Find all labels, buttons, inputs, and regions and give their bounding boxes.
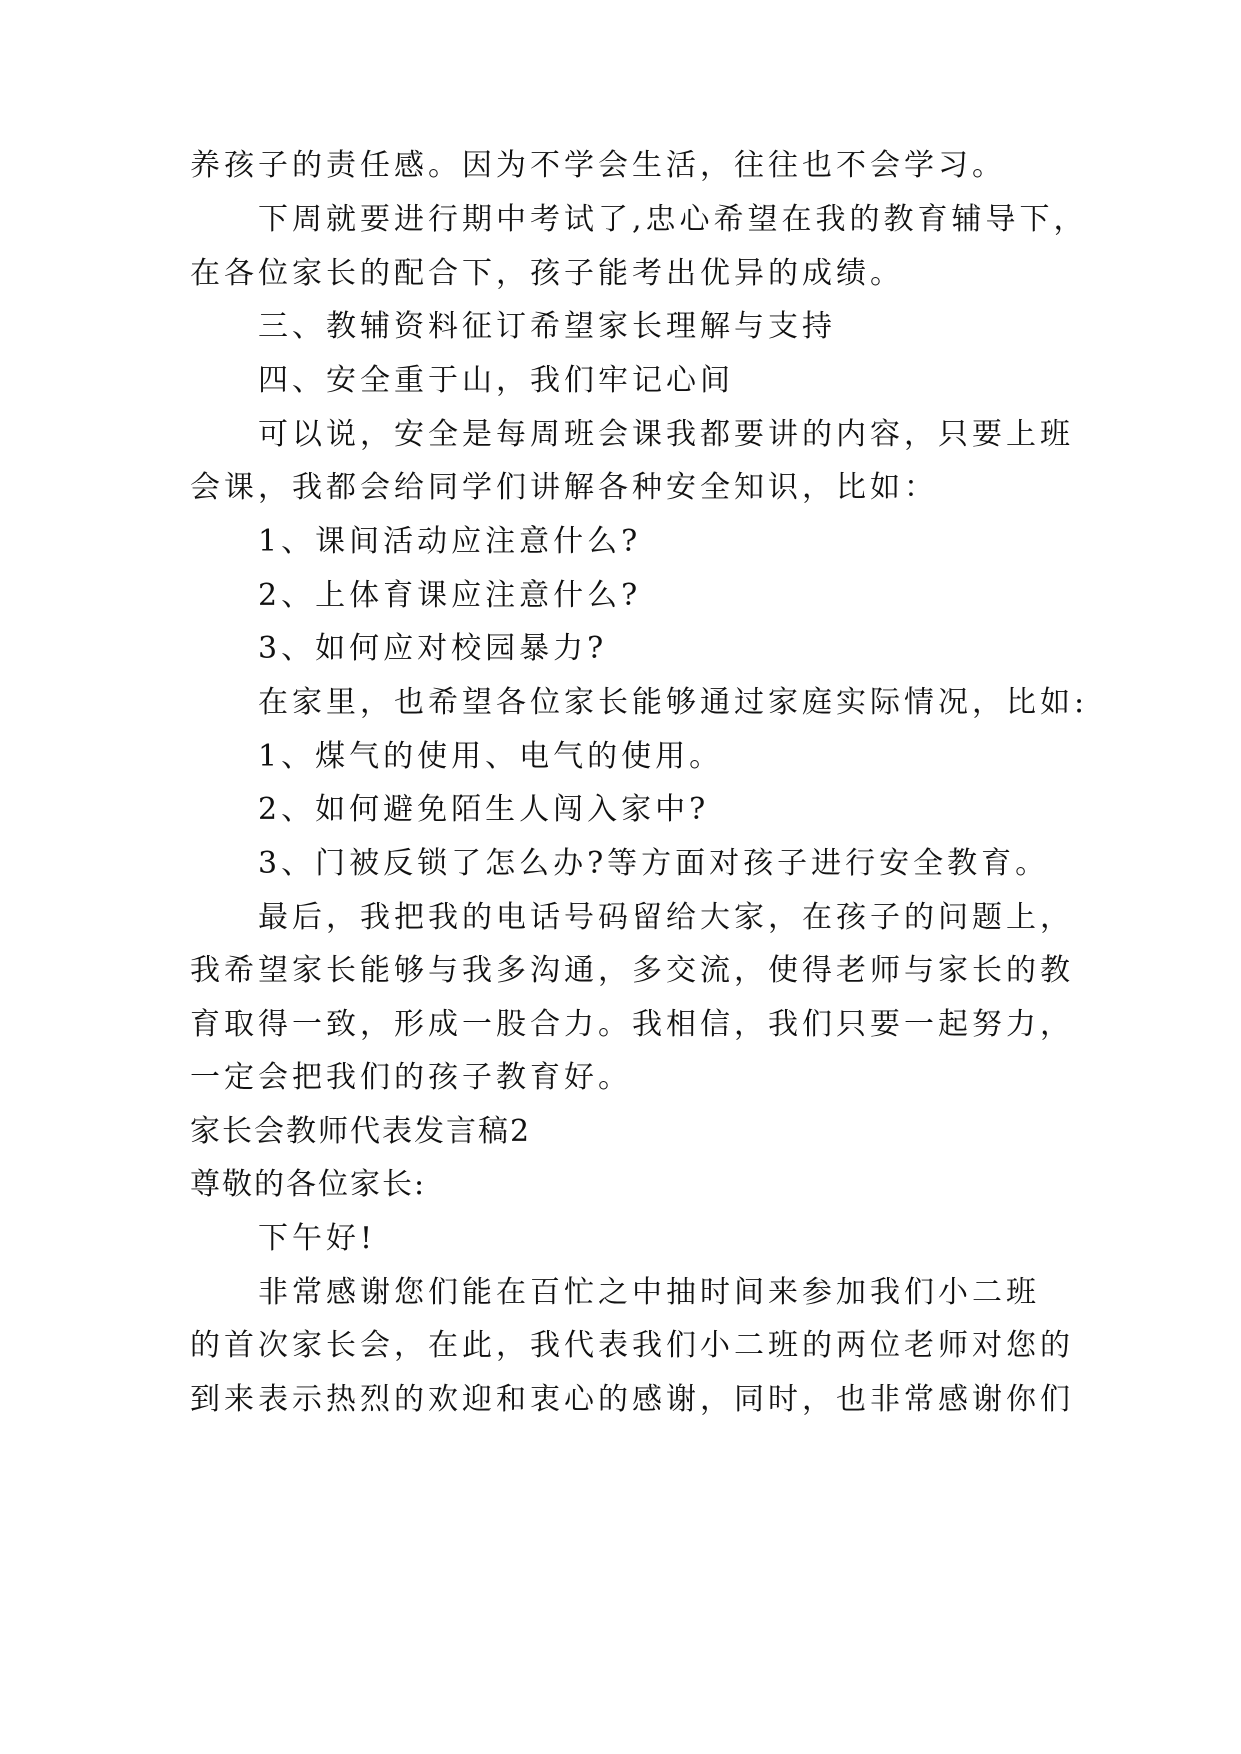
- paragraph-line: 会课，我都会给同学们讲解各种安全知识，比如：: [190, 470, 938, 505]
- paragraph-line: 非常感谢您们能在百忙之中抽时间来参加我们小二班: [258, 1275, 1040, 1310]
- paragraph-line: 我希望家长能够与我多沟通，多交流，使得老师与家长的教: [190, 953, 1074, 988]
- paragraph-line: 育取得一致，形成一股合力。我相信，我们只要一起努力，: [190, 1007, 1074, 1042]
- paragraph-line: 最后，我把我的电话号码留给大家，在孩子的问题上，: [258, 900, 1074, 935]
- paragraph-line: 在家里，也希望各位家长能够通过家庭实际情况，比如:: [258, 685, 1089, 720]
- paragraph-line: 一定会把我们的孩子教育好。: [190, 1060, 632, 1095]
- list-item: 2、上体育课应注意什么?: [258, 578, 642, 613]
- list-item: 1、课间活动应注意什么?: [258, 524, 642, 559]
- list-item: 1、煤气的使用、电气的使用。: [258, 739, 724, 774]
- paragraph-line: 下周就要进行期中考试了,忠心希望在我的教育辅导下，: [258, 202, 1088, 237]
- salutation: 尊敬的各位家长:: [190, 1167, 427, 1202]
- list-item: 3、如何应对校园暴力?: [258, 631, 608, 666]
- paragraph-line: 可以说，安全是每周班会课我都要讲的内容，只要上班: [258, 417, 1074, 452]
- list-item: 2、如何避免陌生人闯入家中?: [258, 792, 710, 827]
- greeting: 下午好!: [258, 1221, 377, 1256]
- paragraph-line: 在各位家长的配合下，孩子能考出优异的成绩。: [190, 256, 904, 291]
- list-item: 3、门被反锁了怎么办?等方面对孩子进行安全教育。: [258, 846, 1050, 881]
- paragraph-line: 到来表示热烈的欢迎和衷心的感谢，同时，也非常感谢你们: [190, 1382, 1074, 1417]
- paragraph-line: 的首次家长会，在此，我代表我们小二班的两位老师对您的: [190, 1328, 1074, 1363]
- section-heading: 三、教辅资料征订希望家长理解与支持: [258, 309, 836, 344]
- paragraph-line: 养孩子的责任感。因为不学会生活，往往也不会学习。: [190, 148, 1006, 183]
- section-heading: 四、安全重于山，我们牢记心间: [258, 363, 734, 398]
- document-title: 家长会教师代表发言稿2: [190, 1114, 532, 1149]
